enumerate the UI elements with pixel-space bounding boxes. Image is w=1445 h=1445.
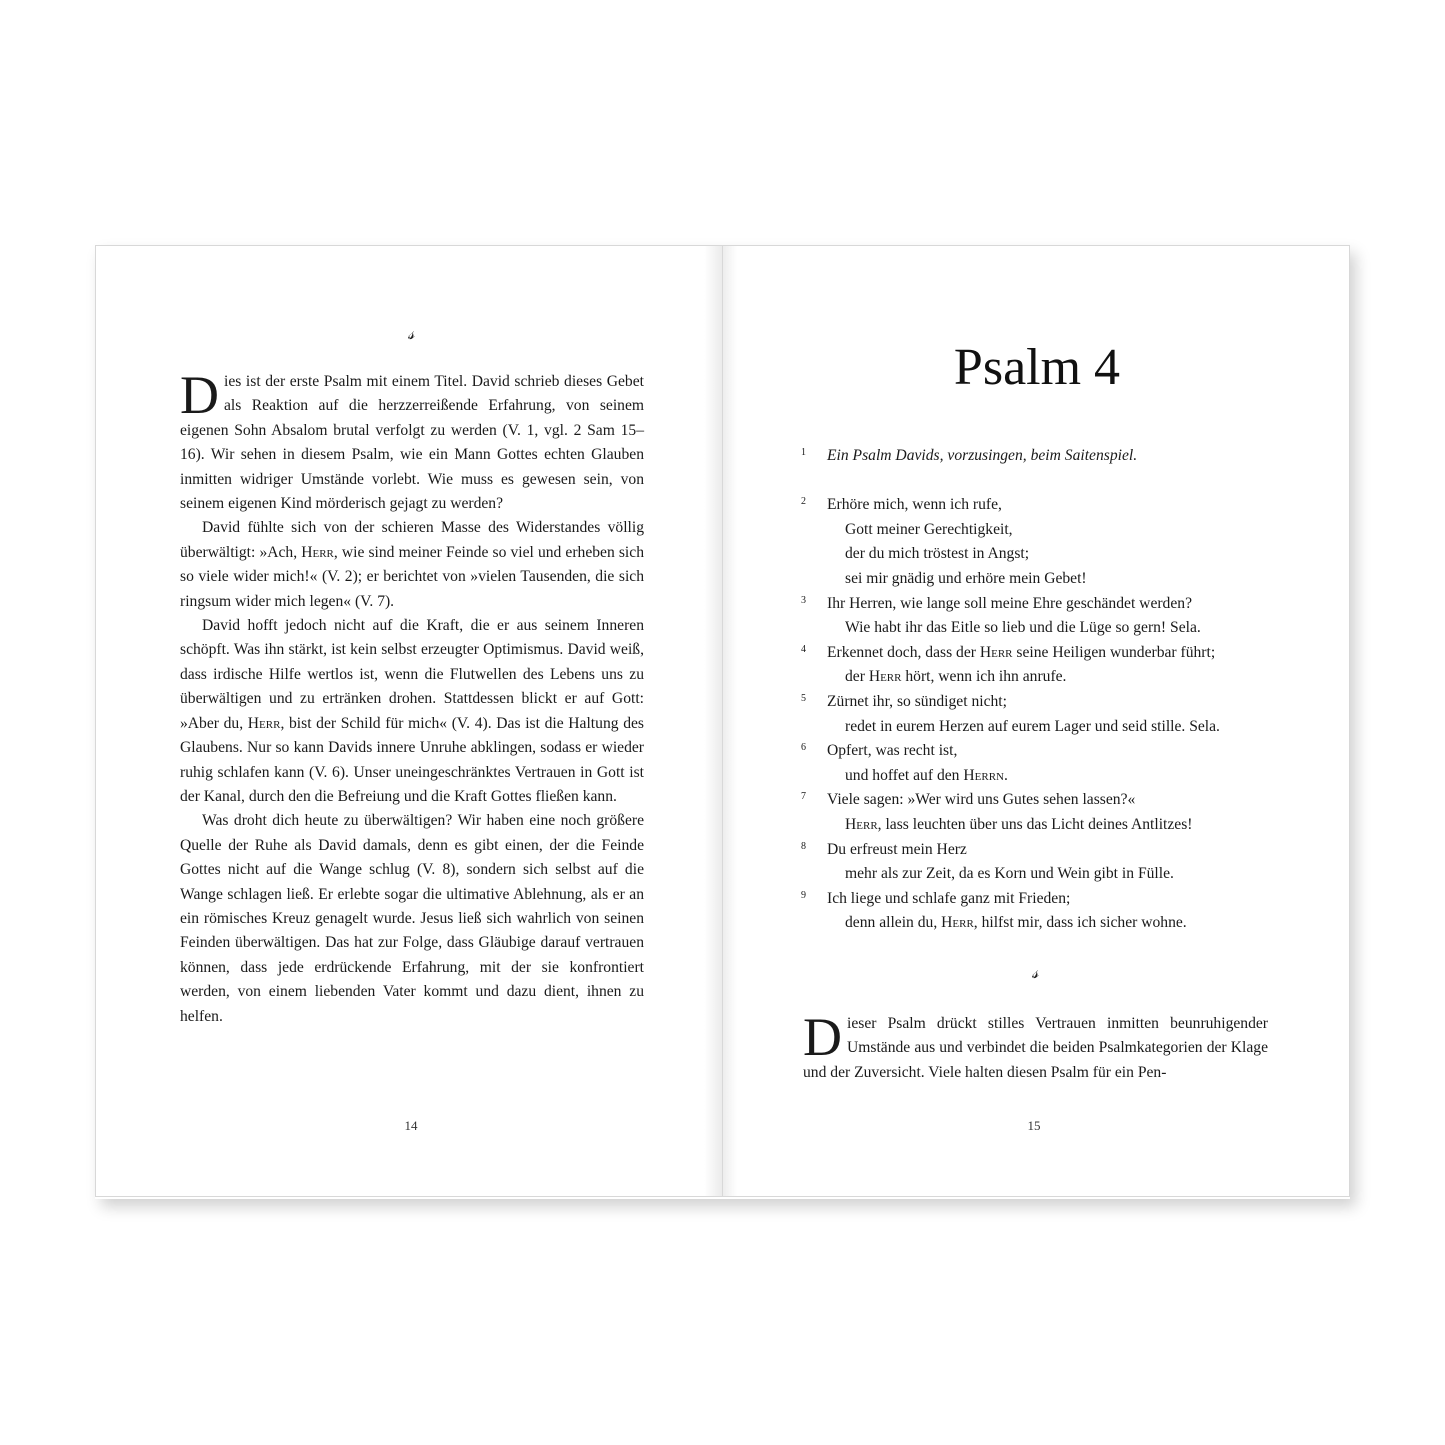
verse-text: Ich liege und schlafe ganz mit Frieden; <box>827 889 1071 907</box>
lord-small-caps: Herr <box>845 815 878 833</box>
verse-number: 6 <box>801 742 806 754</box>
gutter-shadow <box>704 246 722 1196</box>
verse-text: Du erfreust mein Herz <box>827 840 967 858</box>
verse-line <box>801 690 1281 715</box>
verse-line <box>801 641 1281 666</box>
verse-text: denn allein du, Herr, hilfst mir, dass ich sicher wohne. <box>845 914 1187 932</box>
lord-small-caps: Herr <box>247 714 281 732</box>
drop-cap: D <box>803 1007 842 1067</box>
lord-small-caps: Herr <box>301 543 334 561</box>
book-spread <box>95 245 1350 1199</box>
verse-text: Zürnet ihr, so sündiget nicht; <box>827 692 1007 710</box>
lord-small-caps: Herrn <box>963 766 1004 784</box>
verse-line <box>801 764 1281 789</box>
verse-line <box>801 493 1281 518</box>
section-ornament-icon: 𝓈 <box>407 323 415 344</box>
verse-line <box>801 665 1281 690</box>
verse-line <box>801 911 1281 936</box>
lord-small-caps: Herr <box>868 668 902 686</box>
verse-line <box>801 444 1281 469</box>
verse-number: 3 <box>801 594 806 606</box>
verse-number: 5 <box>801 692 806 704</box>
paragraph-2: David fühlte sich von der schieren Masse des Widerstandes völlig überwältigt: »Ach, Herr, wie sind meiner Feinde so viel und erheben sich so viele wider mich!« (V. 2); er berichtet von »vielen Tausenden, die sich ringsum wider mich legen« (V. 7). <box>180 519 644 610</box>
drop-cap: D <box>180 365 219 425</box>
lord-small-caps: Herr <box>941 914 974 932</box>
psalm-verses <box>801 444 1281 936</box>
verse-line <box>801 887 1281 912</box>
verse-number: 4 <box>801 643 806 655</box>
verse-number: 1 <box>801 447 806 458</box>
verse-text: Wie habt ihr das Eitle so lieb und die Lüge so gern! Sela. <box>845 619 1201 637</box>
verse-text: Gott meiner Gerechtigkeit, <box>845 520 1013 538</box>
psalm-title: Psalm 4 <box>953 339 1121 396</box>
verse-text: mehr als zur Zeit, da es Korn und Wein gibt in Fülle. <box>845 865 1174 883</box>
verse-line <box>801 862 1281 887</box>
verse-number: 9 <box>801 889 806 901</box>
paragraph-3: David hofft jedoch nicht auf die Kraft, die er aus seinem Inneren schöpft. Was ihn stärkt, ist kein selbst erzeugter Optimismus. David weiß, dass irdische Hilfe wertlos ist, wenn die Flutwellen des Lebens uns zu überwältigen und zu ertränken drohen. Stattdessen blickt er auf Gott: »Aber du, Herr, bist der Schild für mich« (V. 4). Das ist die Haltung des Glaubens. Nur so kann Davids innere Unruhe abklingen, sodass er wieder ruhig schlafen kann (V. 6). Unser uneingeschränktes Vertrauen in Gott ist der Kanal, durch den die Befreiung und die Kraft Gottes fließen kann. <box>180 617 644 805</box>
verse-line <box>801 813 1281 838</box>
verse-number: 7 <box>801 791 806 803</box>
verse-line <box>801 616 1281 641</box>
verse-line <box>801 739 1281 764</box>
verse-text: und hoffet auf den Herrn. <box>845 766 1008 784</box>
verse-text: der Herr hört, wenn ich ihn anrufe. <box>845 668 1067 686</box>
verse-line <box>801 518 1281 543</box>
page-number: 14 <box>404 1118 418 1133</box>
paragraph-1: Dieser Psalm drückt stilles Vertrauen inmitten beunruhigender Umstände aus und verbindet die beiden Psalmkategorien der Klage und der Zuversicht. Viele halten diesen Psalm für ein Pen- <box>803 1007 1268 1081</box>
lord-small-caps: Herr <box>979 643 1013 661</box>
commentary-text <box>803 1007 1268 1085</box>
section-ornament-icon: 𝓈 <box>1031 962 1039 983</box>
right-page <box>722 245 1350 1197</box>
verse-spacer <box>801 469 1281 494</box>
verse-text: der du mich tröstest in Angst; <box>845 545 1030 563</box>
verse-text: Ein Psalm Davids, vorzusingen, beim Saitenspiel. <box>827 447 1138 464</box>
verse-number: 2 <box>801 496 806 508</box>
commentary-text <box>180 365 644 1029</box>
verse-text: Herr, lass leuchten über uns das Licht deines Antlitzes! <box>845 815 1193 833</box>
verse-text: Opfert, was recht ist, <box>827 742 958 760</box>
verse-text: redet in eurem Herzen auf eurem Lager und seid stille. Sela. <box>845 717 1220 735</box>
page-number: 15 <box>1027 1118 1041 1133</box>
verse-number: 8 <box>801 840 806 852</box>
verse-line <box>801 715 1281 740</box>
verse-line <box>801 567 1281 592</box>
verse-line <box>801 788 1281 813</box>
verse-text: sei mir gnädig und erhöre mein Gebet! <box>845 569 1087 587</box>
paragraph-4: Was droht dich heute zu überwältigen? Wir haben eine noch größere Quelle der Ruhe als David damals, denn es gibt einen, der die Feinde Gottes nicht auf die Wange schlug (V. 8), sondern sich selbst auf die Wange schlagen ließ. Er erlebte sogar die ultimative Ablehnung, als er an ein römisches Kreuz genagelt wurde. Jesus ließ sich wahrlich von seinen Feinden überwältigen. Das hat zur Folge, dass Gläubige darauf vertrauen können, dass jede erdrückende Erfahrung, mit der sie konfrontiert werden, von einem liebenden Vater kommt und dazu dient, ihnen zu helfen. <box>180 812 644 1025</box>
paragraph-1: Dies ist der erste Psalm mit einem Titel. David schrieb dieses Gebet als Reaktion auf die herzzerreißende Erfahrung, von seinem eigenen Sohn Absalom brutal verfolgt zu werden (V. 1, vgl. 2 Sam 15–16). Wir sehen in diesem Psalm, wie ein Mann Gottes echten Glauben inmitten widriger Umstände vorlebt. Wie muss es gewesen sein, von seinem eigenen Kind mörderisch gejagt zu werden? <box>180 365 644 513</box>
left-page <box>95 245 723 1197</box>
verse-text: Erkennet doch, dass der Herr seine Heiligen wunderbar führt; <box>827 643 1216 661</box>
verse-text: Erhöre mich, wenn ich rufe, <box>827 496 1002 514</box>
verse-text: Viele sagen: »Wer wird uns Gutes sehen lassen?« <box>827 791 1136 809</box>
verse-line <box>801 838 1281 863</box>
verse-line <box>801 542 1281 567</box>
verse-text: Ihr Herren, wie lange soll meine Ehre geschändet werden? <box>827 594 1192 612</box>
verse-line <box>801 592 1281 617</box>
